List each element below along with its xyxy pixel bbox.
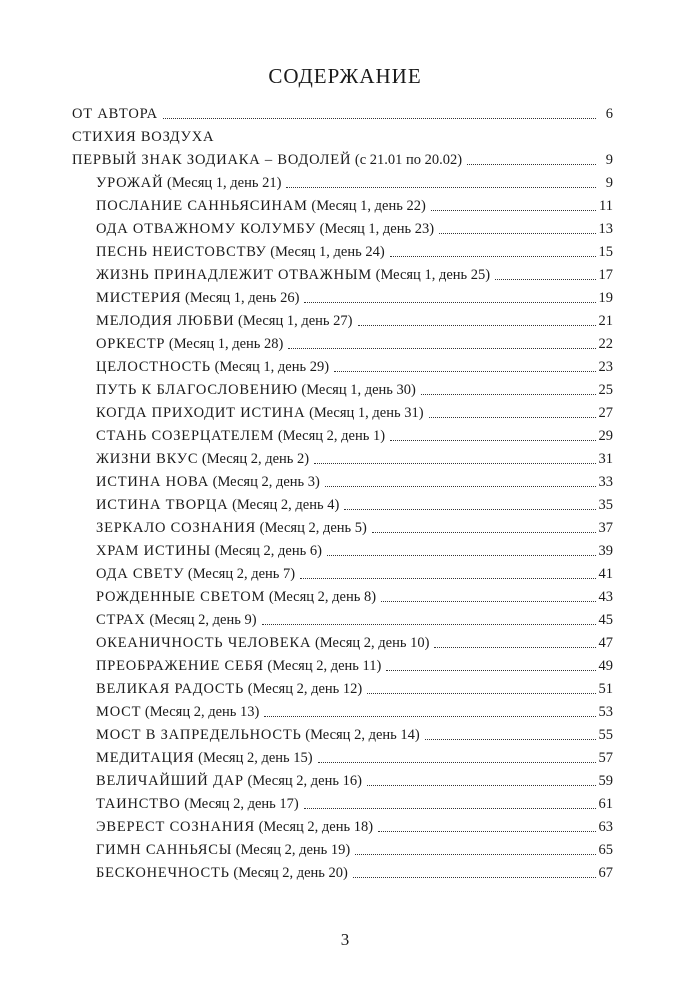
- toc-entry-date: (Месяц 1, день 23): [315, 221, 435, 237]
- toc-page-number: 33: [598, 474, 613, 490]
- toc-entry: [72, 238, 613, 261]
- toc-entry: [72, 744, 613, 767]
- toc-page-number: 59: [598, 773, 613, 789]
- toc-page-number: 45: [598, 612, 613, 628]
- toc-entry: [72, 307, 613, 330]
- toc-entry-heading: МОСТ В ЗАПРЕДЕЛЬНОСТЬ: [96, 727, 302, 743]
- toc-entry-title: [96, 565, 297, 583]
- toc-entry: [72, 537, 613, 560]
- toc-page-number: 37: [598, 520, 613, 536]
- toc-entry-date: (Месяц 2, день 16): [243, 773, 362, 789]
- toc-page-number: 55: [598, 727, 613, 743]
- toc-entry: [72, 606, 613, 629]
- toc-entry: [72, 491, 613, 514]
- toc-entry-heading: ЖИЗНИ ВКУС: [96, 451, 199, 467]
- dot-leader: [304, 289, 595, 307]
- toc-entry-title: [96, 726, 422, 744]
- toc-entry-date: (Месяц 2, день 5): [256, 520, 367, 536]
- dot-leader: [314, 450, 595, 468]
- toc-entry-date: (Месяц 2, день 9): [145, 612, 257, 628]
- page-number: 3: [340, 930, 350, 949]
- dot-leader: [381, 588, 595, 606]
- toc-entry: [72, 169, 613, 192]
- toc-entry-title: [96, 864, 350, 882]
- toc-entry: [72, 675, 613, 698]
- toc-entry-title: [96, 243, 387, 261]
- dot-leader: [367, 680, 595, 698]
- toc-entry-title: [96, 657, 383, 675]
- toc-entry-date: (Месяц 1, день 24): [266, 244, 385, 260]
- toc-entry-heading: СТАНЬ СОЗЕРЦАТЕЛЕМ: [96, 428, 275, 444]
- dot-leader: [367, 772, 596, 790]
- toc-entry: [72, 215, 613, 238]
- toc-entry-title: [96, 749, 315, 767]
- toc-entry-title: [96, 220, 436, 238]
- toc-page-number: 19: [598, 290, 613, 306]
- toc-entry-title: [96, 197, 428, 215]
- toc-entry-date: (Месяц 2, день 2): [198, 451, 310, 467]
- toc-page-number: 22: [598, 336, 613, 352]
- toc-entry-title: [72, 151, 464, 169]
- toc-entry-heading: КОГДА ПРИХОДИТ ИСТИНА: [96, 405, 306, 421]
- dot-leader: [431, 197, 596, 215]
- toc-entry-title: [96, 634, 431, 652]
- toc-entry: [72, 376, 613, 399]
- toc-entry-heading: ОТ АВТОРА: [72, 106, 158, 122]
- toc-entry-heading: МОСТ: [96, 704, 142, 720]
- toc-entry-heading: ВЕЛИКАЯ РАДОСТЬ: [96, 681, 245, 697]
- dot-leader: [334, 358, 595, 376]
- toc-entry-date: (Месяц 2, день 8): [265, 589, 377, 605]
- toc-entry-heading: УРОЖАЙ: [96, 175, 164, 191]
- dot-leader: [467, 151, 596, 169]
- toc-page-number: 65: [598, 842, 613, 858]
- dot-leader: [439, 220, 595, 238]
- toc-entry: [72, 192, 613, 215]
- toc-entry-title: [72, 105, 160, 123]
- toc-page-number: 67: [598, 865, 613, 881]
- toc-entry-title: [96, 703, 261, 721]
- toc-entry-date: (Месяц 1, день 27): [234, 313, 353, 329]
- toc-entry-heading: МЕДИТАЦИЯ: [96, 750, 195, 766]
- toc-page-number: 23: [598, 359, 613, 375]
- toc-entry-date: (Месяц 2, день 12): [244, 681, 363, 697]
- toc-entry-title: [96, 450, 311, 468]
- dot-leader: [495, 266, 595, 284]
- toc-page-number: 41: [598, 566, 613, 582]
- toc-entry-heading: ПЕРВЫЙ ЗНАК ЗОДИАКА – ВОДОЛЕЙ: [72, 152, 352, 168]
- toc-entry-heading: ХРАМ ИСТИНЫ: [96, 543, 212, 559]
- toc-entry: [72, 721, 613, 744]
- toc-entry: [72, 399, 613, 422]
- dot-leader: [372, 519, 596, 537]
- dot-leader: [318, 749, 596, 767]
- toc-entry-heading: ИСТИНА НОВА: [96, 474, 210, 490]
- toc-entry: [72, 813, 613, 836]
- toc-entry: [72, 560, 613, 583]
- toc-entry-heading: СТРАХ: [96, 612, 146, 628]
- toc-entry-heading: МЕЛОДИЯ ЛЮБВИ: [96, 313, 235, 329]
- dot-leader: [264, 703, 595, 721]
- toc-entry: [72, 146, 613, 169]
- toc-page-number: 13: [598, 221, 613, 237]
- toc-page-number: 61: [598, 796, 613, 812]
- toc-entry-title: [96, 473, 322, 491]
- dot-leader: [429, 404, 596, 422]
- dot-leader: [286, 174, 596, 192]
- dot-leader: [353, 864, 596, 882]
- toc-entry-title: [96, 588, 378, 606]
- toc-entry: [72, 330, 613, 353]
- toc-entry-heading: ЗЕРКАЛО СОЗНАНИЯ: [96, 520, 257, 536]
- toc-entry-heading: ПЕСНЬ НЕИСТОВСТВУ: [96, 244, 267, 260]
- toc-entry: [72, 353, 613, 376]
- toc-entry-title: [96, 404, 426, 422]
- toc-entry-title: [96, 841, 352, 859]
- toc-page-number: 43: [598, 589, 613, 605]
- toc-entry-date: (Месяц 1, день 28): [165, 336, 284, 352]
- toc-entry-heading: ИСТИНА ТВОРЦА: [96, 497, 229, 513]
- toc-entry-title: [96, 335, 285, 353]
- toc-entry-title: [72, 128, 216, 146]
- toc-entry-title: [96, 680, 364, 698]
- dot-leader: [390, 427, 595, 445]
- toc-entry-title: [96, 427, 387, 445]
- toc-entry-date: (Месяц 2, день 19): [232, 842, 351, 858]
- toc-entry-title: [96, 795, 301, 813]
- toc-entry-title: [96, 611, 259, 629]
- toc-entry-title: [96, 266, 492, 284]
- toc-entry-title: [96, 358, 331, 376]
- toc-page-number: 6: [605, 106, 613, 122]
- toc-entry: [72, 261, 613, 284]
- dot-leader: [325, 473, 596, 491]
- dot-leader: [386, 657, 595, 675]
- toc-entry: [72, 652, 613, 675]
- toc-entry-date: (Месяц 2, день 10): [311, 635, 430, 651]
- toc-page-number: 57: [598, 750, 613, 766]
- toc-page-number: 15: [598, 244, 613, 260]
- toc-entry-date: (Месяц 1, день 22): [307, 198, 426, 214]
- toc-entry-date: (Месяц 2, день 20): [229, 865, 348, 881]
- dot-leader: [425, 726, 596, 744]
- toc-entry-heading: ОКЕАНИЧНОСТЬ ЧЕЛОВЕКА: [96, 635, 312, 651]
- toc-entry-title: [96, 381, 418, 399]
- toc-entry-title: [96, 519, 369, 537]
- toc-entry-date: (Месяц 2, день 11): [263, 658, 382, 674]
- toc-entry-date: (Месяц 2, день 6): [211, 543, 322, 559]
- toc-page-number: 51: [598, 681, 613, 697]
- toc-entry: [72, 284, 613, 307]
- toc-entry-date: (Месяц 2, день 1): [274, 428, 386, 444]
- toc-entry-heading: ОДА СВЕТУ: [96, 566, 185, 582]
- toc-page-number: 25: [598, 382, 613, 398]
- toc-entry-date: (Месяц 2, день 17): [180, 796, 299, 812]
- toc-entry-date: (Месяц 2, день 13): [141, 704, 260, 720]
- toc-entry-date: (Месяц 1, день 25): [372, 267, 491, 283]
- toc-entry: [72, 767, 613, 790]
- toc-entry-title: [96, 174, 283, 192]
- toc-entry-heading: ОДА ОТВАЖНОМУ КОЛУМБУ: [96, 221, 316, 237]
- toc-entry: [72, 836, 613, 859]
- page-title: СОДЕРЖАНИЕ: [268, 64, 422, 88]
- toc-entry-date: (Месяц 2, день 18): [254, 819, 374, 835]
- toc-entry-heading: ОРКЕСТР: [96, 336, 166, 352]
- toc-entry-date: (с 21.01 по 20.02): [351, 152, 463, 168]
- dot-leader: [304, 795, 596, 813]
- toc-entry: [72, 790, 613, 813]
- toc-entry: [72, 100, 613, 123]
- dot-leader: [355, 841, 595, 859]
- toc-entry-title: [96, 289, 301, 307]
- toc-entry-heading: БЕСКОНЕЧНОСТЬ: [96, 865, 230, 881]
- toc-entry-heading: ЦЕЛОСТНОСТЬ: [96, 359, 211, 375]
- toc-entry-date: (Месяц 1, день 31): [305, 405, 424, 421]
- table-of-contents: [72, 100, 613, 882]
- toc-page-number: 47: [598, 635, 613, 651]
- toc-entry-date: (Месяц 2, день 14): [301, 727, 420, 743]
- dot-leader: [434, 634, 595, 652]
- toc-entry-date: (Месяц 2, день 7): [184, 566, 296, 582]
- toc-entry-title: [96, 496, 341, 514]
- toc-entry: [72, 698, 613, 721]
- toc-page-number: 27: [598, 405, 613, 421]
- toc-entry: [72, 445, 613, 468]
- dot-leader: [163, 105, 596, 123]
- toc-entry-title: [96, 772, 364, 790]
- dot-leader: [378, 818, 595, 836]
- toc-entry-date: (Месяц 1, день 21): [163, 175, 282, 191]
- toc-page-number: 9: [605, 175, 613, 191]
- dot-leader: [344, 496, 595, 514]
- dot-leader: [262, 611, 596, 629]
- toc-entry-heading: ЭВЕРЕСТ СОЗНАНИЯ: [96, 819, 255, 835]
- toc-entry: [72, 422, 613, 445]
- toc-page-number: 63: [598, 819, 613, 835]
- toc-page-number: 49: [598, 658, 613, 674]
- toc-entry-heading: ТАИНСТВО: [96, 796, 181, 812]
- toc-entry-heading: ПУТЬ К БЛАГОСЛОВЕНИЮ: [96, 382, 298, 398]
- dot-leader: [300, 565, 595, 583]
- toc-page-number: 39: [598, 543, 613, 559]
- toc-section-heading: [72, 123, 613, 146]
- toc-entry: [72, 859, 613, 882]
- toc-entry: [72, 629, 613, 652]
- toc-entry-date: (Месяц 1, день 30): [297, 382, 416, 398]
- toc-page-number: 11: [599, 198, 613, 214]
- toc-entry-heading: ПРЕОБРАЖЕНИЕ СЕБЯ: [96, 658, 264, 674]
- toc-entry-date: (Месяц 1, день 29): [210, 359, 330, 375]
- toc-entry-heading: ВЕЛИЧАЙШИЙ ДАР: [96, 773, 244, 789]
- toc-entry-heading: ГИМН САННЬЯСЫ: [96, 842, 233, 858]
- toc-page-number: 31: [598, 451, 613, 467]
- toc-entry-date: (Месяц 1, день 26): [181, 290, 300, 306]
- toc-entry-heading: РОЖДЕННЫЕ СВЕТОМ: [96, 589, 266, 605]
- toc-entry-title: [96, 312, 355, 330]
- toc-entry-date: (Месяц 2, день 4): [228, 497, 340, 513]
- dot-leader: [288, 335, 595, 353]
- toc-entry: [72, 514, 613, 537]
- toc-entry: [72, 583, 613, 606]
- toc-page-number: 9: [605, 152, 613, 168]
- toc-entry: [72, 468, 613, 491]
- toc-entry-date: (Месяц 2, день 3): [209, 474, 320, 490]
- toc-entry-title: [96, 542, 324, 560]
- toc-page-number: 53: [598, 704, 613, 720]
- toc-entry-title: [96, 818, 375, 836]
- dot-leader: [390, 243, 596, 261]
- toc-entry-heading: ПОСЛАНИЕ САННЬЯСИНАМ: [96, 198, 308, 214]
- toc-page-number: 29: [598, 428, 613, 444]
- toc-entry-date: (Месяц 2, день 15): [194, 750, 313, 766]
- toc-page-number: 17: [598, 267, 613, 283]
- toc-entry-heading: СТИХИЯ ВОЗДУХА: [72, 129, 215, 145]
- dot-leader: [327, 542, 596, 560]
- toc-entry-heading: МИСТЕРИЯ: [96, 290, 182, 306]
- dot-leader: [358, 312, 596, 330]
- dot-leader: [421, 381, 596, 399]
- toc-page-number: 35: [598, 497, 613, 513]
- toc-page-number: 21: [598, 313, 613, 329]
- toc-entry-heading: ЖИЗНЬ ПРИНАДЛЕЖИТ ОТВАЖНЫМ: [96, 267, 372, 283]
